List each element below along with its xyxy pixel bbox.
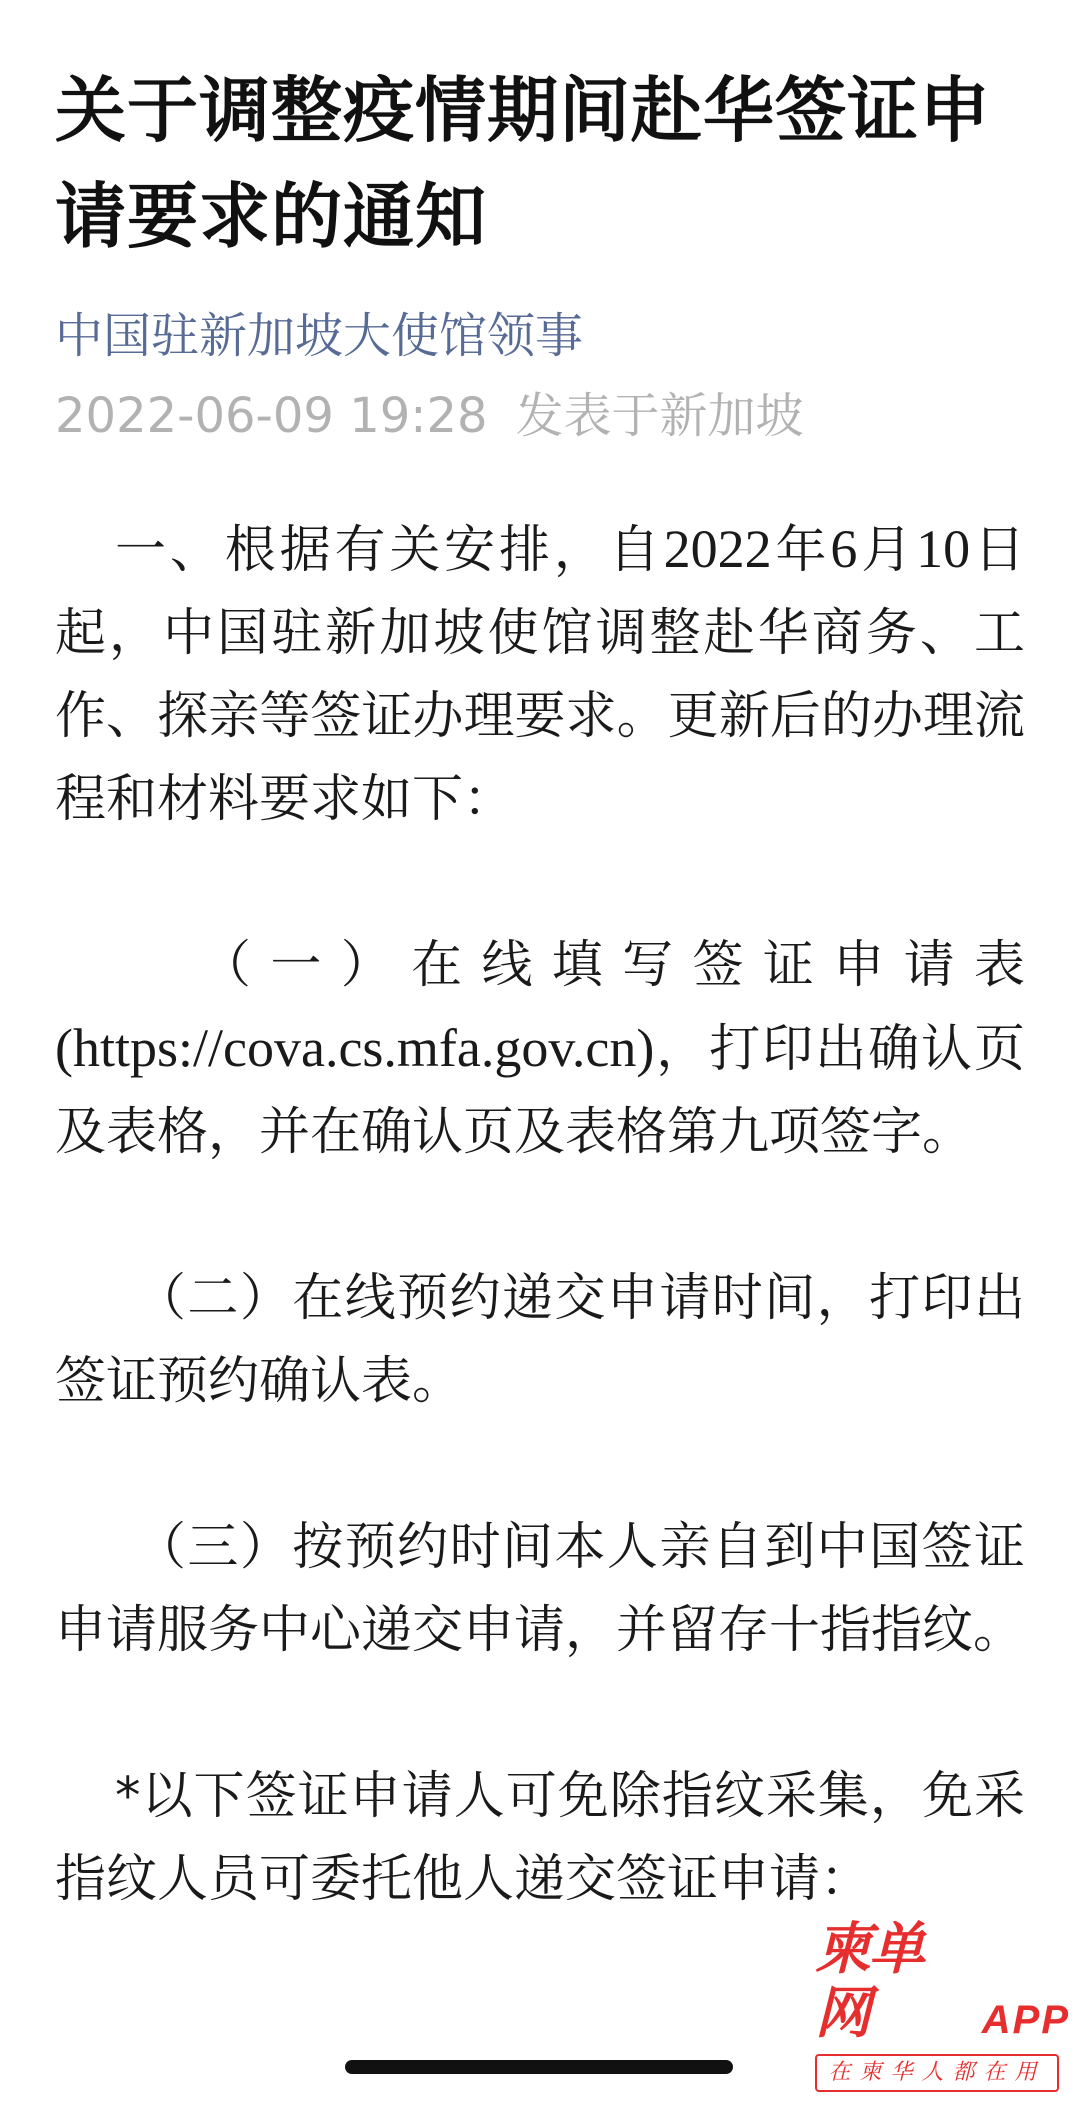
watermark-app-label: APP [981,1998,1070,2042]
publish-date: 2022-06-09 19:28 [55,388,488,444]
article [55,0,1025,1921]
article-body [55,508,1025,1921]
account-name-link[interactable]: 中国驻新加坡大使馆领事 [55,308,584,364]
publish-location: 发表于新加坡 [515,388,804,444]
watermark-logo [815,1917,1070,2098]
paragraph-1: 一、根据有关安排，自2022年6月10日起，中国驻新加坡使馆调整赴华商务、工作、探亲等签证办理要求。更新后的办理流程和材料要求如下： [55,519,1025,829]
paragraph-3: （二）在线预约递交申请时间，打印出签证预约确认表。 [55,1269,1025,1411]
paragraph-2: （一）在线填写签证申请表(https://cova.cs.mfa.gov.cn)，打印出确认页及表格，并在确认页及表格第九项签字。 [55,936,1025,1162]
visa-application-link[interactable]: (https://cova.cs.mfa.gov.cn) [55,1018,655,1078]
paragraph-4: （三）按预约时间本人亲自到中国签证申请服务中心递交申请，并留存十指指纹。 [55,1518,1025,1660]
watermark-slogan: 在柬华人都在用 [815,2054,1059,2092]
article-title: 关于调整疫情期间赴华签证申请要求的通知 [55,69,992,258]
paragraph-5: *以下签证申请人可免除指纹采集，免采指纹人员可委托他人递交签证申请： [55,1767,1025,1909]
watermark-brand-row [815,1917,1070,2046]
home-indicator[interactable] [345,2060,733,2074]
watermark-brand: 柬单网 [815,1917,923,2046]
article-meta [55,386,1025,446]
